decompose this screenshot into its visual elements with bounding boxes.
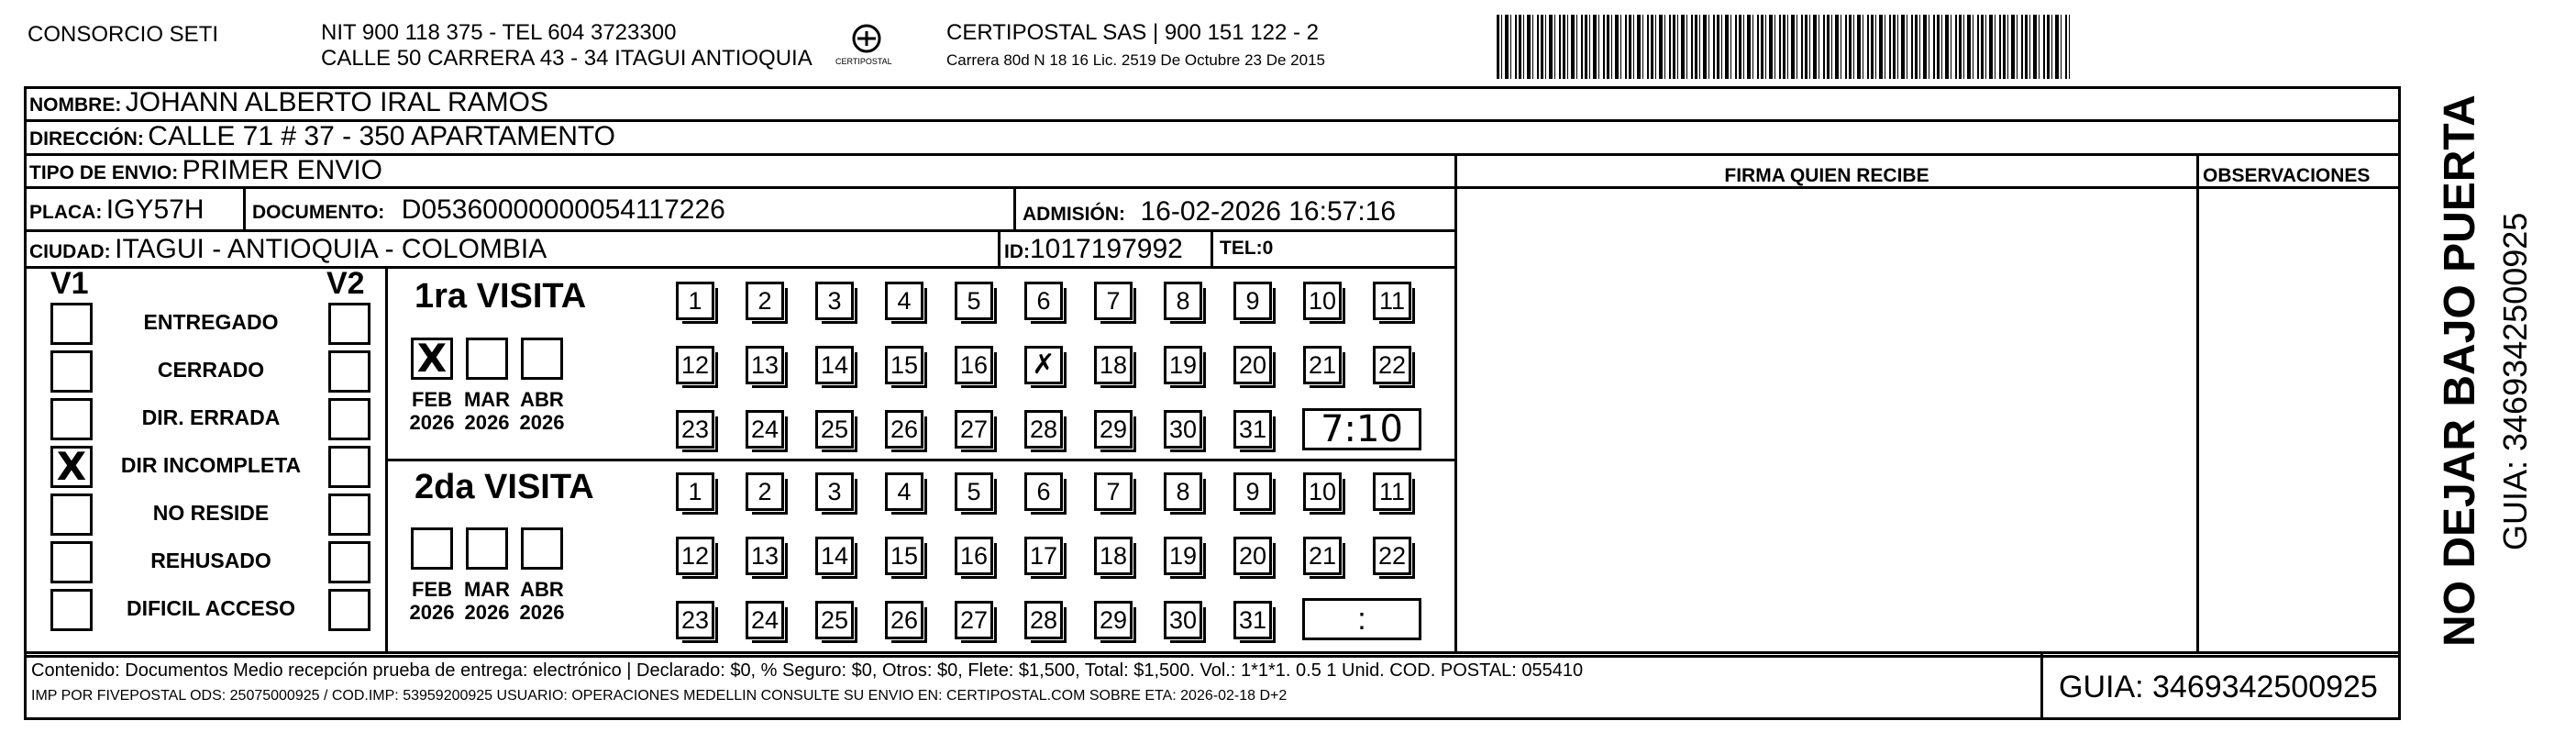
day-box[interactable]: 6 [1024, 282, 1063, 320]
second-visit-title: 2da VISITA [415, 468, 594, 506]
documento-value: D05360000000054117226 [401, 194, 725, 225]
day-box[interactable]: 23 [676, 601, 714, 639]
v1-checkbox[interactable] [50, 589, 93, 631]
v2-checkbox[interactable] [328, 398, 370, 440]
day-box[interactable]: 8 [1164, 472, 1202, 511]
day-box[interactable]: 27 [955, 601, 993, 639]
footer-imp: IMP POR FIVEPOSTAL ODS: 25075000925 / COD.IMP: 53959200925 USUARIO: OPERACIONES MEDELLIN CONSULTE SU ENVIO EN: CERTIPOSTAL.COM SOBRE ETA: 2026-02-18 D+2 [31, 688, 1288, 704]
day-box[interactable]: 28 [1024, 410, 1063, 449]
day-box[interactable]: 20 [1233, 346, 1272, 384]
tel-value: 0 [1262, 238, 1274, 259]
month-label: ABR 2026 [519, 578, 565, 624]
day-box[interactable]: 29 [1094, 410, 1133, 449]
day-box[interactable]: 25 [815, 410, 854, 449]
day-box[interactable]: 9 [1233, 472, 1272, 511]
day-box[interactable]: 18 [1094, 537, 1133, 575]
day-box[interactable]: 13 [746, 537, 784, 575]
day-box[interactable]: 7 [1094, 282, 1133, 320]
footer-guia: GUIA: 3469342500925 [2059, 670, 2378, 704]
month-label: FEB 2026 [409, 388, 455, 434]
tipo-value: PRIMER ENVIO [182, 155, 383, 185]
v1-checkbox[interactable] [50, 541, 93, 583]
v1-checkbox[interactable] [50, 303, 93, 345]
address-line: CALLE 50 CARRERA 43 - 34 ITAGUI ANTIOQUIA [321, 46, 813, 71]
month-checkbox[interactable] [466, 527, 508, 570]
v2-label: V2 [326, 266, 365, 301]
day-box[interactable]: 12 [676, 537, 714, 575]
day-box[interactable]: 6 [1024, 472, 1063, 511]
id-row: ID:1017197992 [1004, 234, 1183, 264]
day-box[interactable]: 3 [815, 472, 854, 511]
status-label: ENTREGADO [143, 310, 279, 334]
company-name: CONSORCIO SETI [28, 22, 219, 47]
side-guia: GUIA: 3469342500925 [2496, 212, 2534, 550]
tel-row: TEL:0 [1220, 238, 1274, 259]
day-box[interactable]: 13 [746, 346, 784, 384]
day-box[interactable]: 23 [676, 410, 714, 449]
day-box[interactable]: 28 [1024, 601, 1063, 639]
placa-row: PLACA: IGY57H [29, 194, 205, 225]
observaciones-header: OBSERVACIONES [2203, 165, 2371, 186]
nit-line: NIT 900 118 375 - TEL 604 3723300 [321, 20, 677, 45]
status-label: CERRADO [157, 358, 265, 382]
day-box[interactable]: 4 [885, 282, 923, 320]
day-box[interactable]: 1 [676, 282, 714, 320]
certipostal-line: CERTIPOSTAL SAS | 900 151 122 - 2 [946, 20, 1319, 45]
day-box[interactable]: 16 [955, 346, 993, 384]
day-box[interactable]: 1 [676, 472, 714, 511]
month-checkbox[interactable] [411, 338, 453, 380]
day-box[interactable]: 22 [1373, 537, 1411, 575]
day-box[interactable]: 11 [1373, 282, 1411, 320]
day-box[interactable]: 15 [885, 346, 923, 384]
v1-checkbox[interactable] [50, 398, 93, 440]
v2-checkbox[interactable] [328, 350, 370, 393]
month-label: MAR 2026 [463, 578, 511, 624]
day-box[interactable]: 10 [1303, 282, 1342, 320]
barcode [1497, 15, 2070, 79]
day-box[interactable]: 24 [746, 601, 784, 639]
second-visit-time[interactable]: : [1302, 598, 1421, 640]
day-box[interactable]: 15 [885, 537, 923, 575]
day-box[interactable]: 2 [746, 472, 784, 511]
tipo-row: TIPO DE ENVIO: PRIMER ENVIO [29, 155, 383, 185]
documento-row: DOCUMENTO: D05360000000054117226 [252, 194, 725, 225]
day-box[interactable]: 21 [1303, 537, 1342, 575]
day-box[interactable]: 7 [1094, 472, 1133, 511]
ciudad-value: ITAGUI - ANTIOQUIA - COLOMBIA [115, 234, 547, 264]
day-box[interactable]: 18 [1094, 346, 1133, 384]
placa-value: IGY57H [105, 194, 205, 225]
first-visit-time[interactable]: 7:10 [1302, 408, 1421, 450]
status-label: DIFICIL ACCESO [126, 596, 295, 620]
ciudad-row: CIUDAD: ITAGUI - ANTIOQUIA - COLOMBIA [29, 234, 547, 264]
day-box[interactable]: 19 [1164, 346, 1202, 384]
day-box[interactable]: 9 [1233, 282, 1272, 320]
v2-checkbox[interactable] [328, 589, 370, 631]
month-checkbox[interactable] [521, 527, 563, 570]
first-visit-title: 1ra VISITA [415, 277, 587, 316]
day-box[interactable]: 25 [815, 601, 854, 639]
nombre-row: NOMBRE: JOHANN ALBERTO IRAL RAMOS [29, 87, 549, 117]
v2-checkbox[interactable] [328, 541, 370, 583]
day-box[interactable]: 16 [955, 537, 993, 575]
day-box[interactable]: 8 [1164, 282, 1202, 320]
v1-checkbox[interactable] [50, 494, 93, 536]
firma-header: FIRMA QUIEN RECIBE [1724, 165, 1929, 186]
day-box[interactable]: 27 [955, 410, 993, 449]
no-dejar-warning: NO DEJAR BAJO PUERTA [2436, 94, 2484, 647]
day-box[interactable]: 5 [955, 282, 993, 320]
month-label: ABR 2026 [519, 388, 565, 434]
day-box[interactable]: 30 [1164, 410, 1202, 449]
month-check-mark: X [416, 336, 448, 381]
month-checkbox[interactable] [521, 338, 563, 380]
day-box[interactable]: 31 [1233, 410, 1272, 449]
status-label: NO RESIDE [152, 501, 270, 525]
v1-checkbox[interactable] [50, 446, 93, 488]
direccion-value: CALLE 71 # 37 - 350 APARTAMENTO [148, 121, 615, 151]
day-box[interactable]: 5 [955, 472, 993, 511]
certipostal-logo: CERTIPOSTAL [839, 22, 894, 73]
v2-checkbox[interactable] [328, 494, 370, 536]
v1-checkbox[interactable] [50, 350, 93, 393]
day-box[interactable]: 14 [815, 537, 854, 575]
day-box[interactable]: 3 [815, 282, 854, 320]
day-box[interactable]: 17 [1024, 537, 1063, 575]
status-label: DIR. ERRADA [141, 405, 281, 429]
day-box[interactable]: 10 [1303, 472, 1342, 511]
day-box[interactable]: 31 [1233, 601, 1272, 639]
day-box[interactable]: 20 [1233, 537, 1272, 575]
day-box[interactable]: 30 [1164, 601, 1202, 639]
day-box[interactable]: 26 [885, 410, 923, 449]
license-line: Carrera 80d N 18 16 Lic. 2519 De Octubre 23 De 2015 [946, 51, 1325, 69]
footer-contenido: Contenido: Documentos Medio recepción prueba de entrega: electrónico | Declarado: $0, % Seguro: $0, Otros: $0, Flete: $1,500, Total: $1,500. Vol.: 1*1*1. 0.5 1 Unid. COD. POSTAL: 055410 [31, 660, 1584, 681]
nombre-value: JOHANN ALBERTO IRAL RAMOS [125, 87, 549, 117]
id-value: 1017197992 [1030, 234, 1183, 264]
day-box[interactable]: ✗ [1024, 346, 1063, 384]
day-box[interactable]: 26 [885, 601, 923, 639]
direccion-row: DIRECCIÓN: CALLE 71 # 37 - 350 APARTAMENTO [29, 121, 615, 151]
day-box[interactable]: 29 [1094, 601, 1133, 639]
day-box[interactable]: 12 [676, 346, 714, 384]
day-box[interactable]: 2 [746, 282, 784, 320]
month-checkbox[interactable] [411, 527, 453, 570]
v1-check-mark: X [56, 444, 87, 489]
v2-checkbox[interactable] [328, 303, 370, 345]
month-label: FEB 2026 [409, 578, 455, 624]
day-box[interactable]: 21 [1303, 346, 1342, 384]
day-box[interactable]: 24 [746, 410, 784, 449]
month-label: MAR 2026 [463, 388, 511, 434]
admision-row: ADMISIÓN: 16-02-2026 16:57:16 [1023, 196, 1397, 227]
v1-label: V1 [50, 266, 89, 301]
day-box[interactable]: 22 [1373, 346, 1411, 384]
status-label: DIR INCOMPLETA [120, 453, 302, 477]
status-label: REHUSADO [150, 549, 271, 572]
admision-value: 16-02-2026 16:57:16 [1140, 196, 1397, 227]
day-box[interactable]: 14 [815, 346, 854, 384]
month-checkbox[interactable] [466, 338, 508, 380]
day-box[interactable]: 11 [1373, 472, 1411, 511]
day-box[interactable]: 19 [1164, 537, 1202, 575]
day-box[interactable]: 4 [885, 472, 923, 511]
v2-checkbox[interactable] [328, 446, 370, 488]
